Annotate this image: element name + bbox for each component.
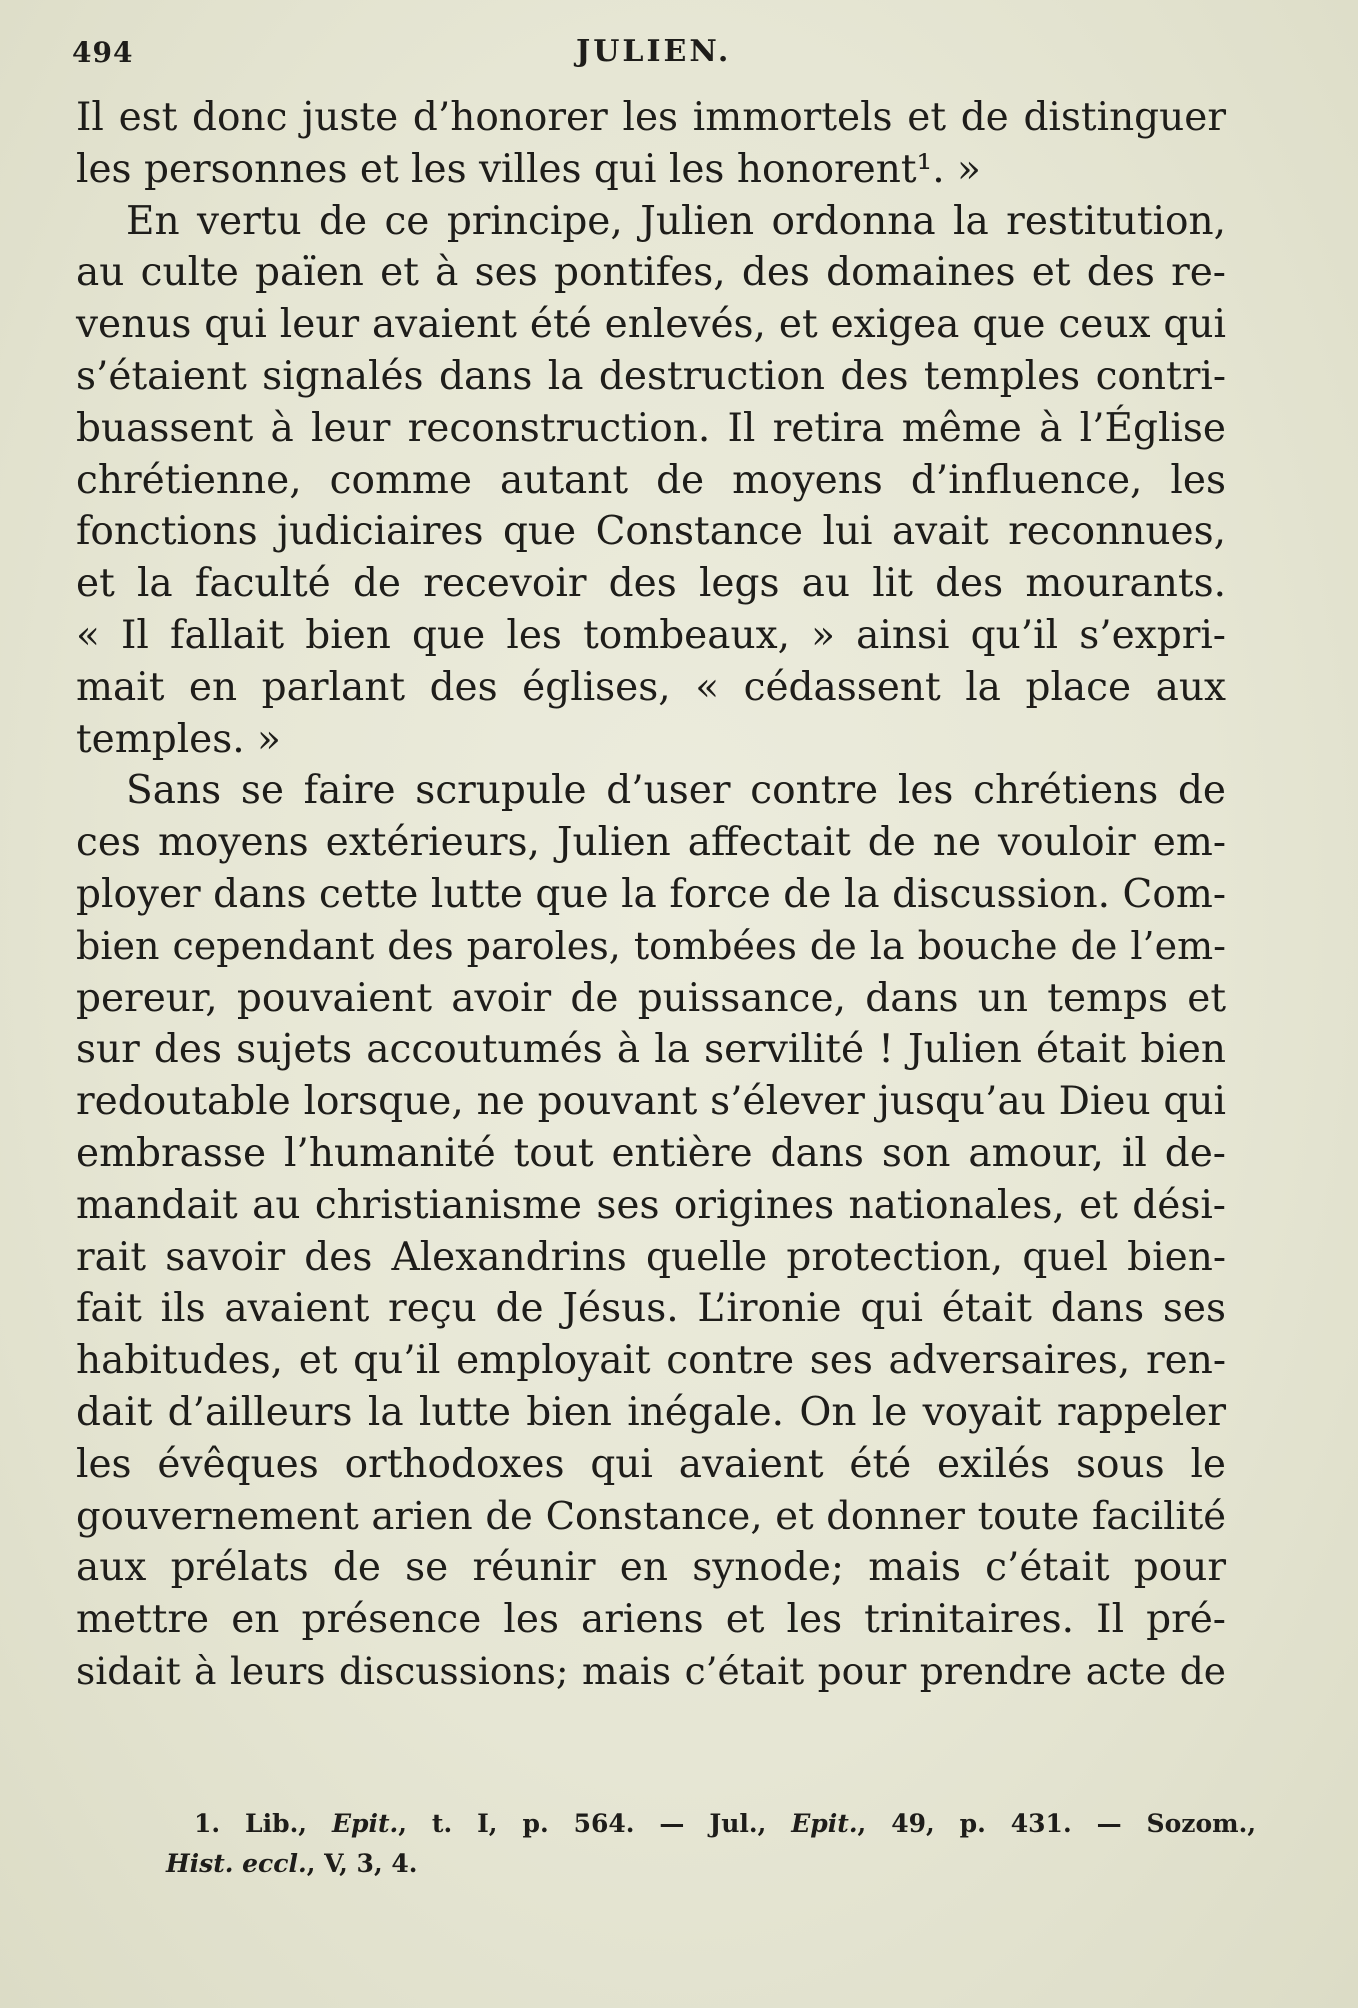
footnote-part: 1. Lib., [194, 1809, 332, 1838]
text-line: En vertu de ce principe, Julien ordonna la restitution, [126, 198, 1226, 244]
text-line: ces moyens extérieurs, Julien affectait de ne vouloir em- [76, 820, 1226, 866]
text-line: sidait à leurs discussions; mais c’était pour prendre acte de [76, 1648, 1226, 1693]
text-line: mait en parlant des églises, « cédassent la place aux [76, 664, 1226, 710]
footnote-part: Epit. [331, 1809, 399, 1838]
text-line: au culte païen et à ses pontifes, des domaines et des re- [76, 250, 1226, 296]
text-line: ployer dans cette lutte que la force de la discussion. Com- [76, 871, 1226, 917]
body-text [76, 92, 1226, 1698]
footnote-line-1 [166, 1804, 1256, 1844]
text-line: Il est donc juste d’honorer les immortels et de distinguer [76, 95, 1226, 140]
text-line: gouvernement arien de Constance, et donner toute facilité [76, 1493, 1226, 1539]
footnote-part: , t. I, p. 564. — Jul., [398, 1809, 792, 1838]
text-line: venus qui leur avaient été enlevés, et exigea que ceux qui [76, 302, 1226, 348]
text-line: pereur, pouvaient avoir de puissance, dans un temps et [76, 975, 1226, 1021]
text-line: mandait au christianisme ses origines nationales, et dési- [76, 1182, 1226, 1228]
text-line: Sans se faire scrupule d’user contre les chrétiens de [126, 768, 1226, 814]
text-line: mettre en présence les ariens et les trinitaires. Il pré- [76, 1597, 1226, 1643]
text-line: fait ils avaient reçu de Jésus. L’ironie qui était dans ses [76, 1286, 1226, 1332]
text-line: rait savoir des Alexandrins quelle protection, quel bien- [76, 1234, 1226, 1280]
footnote-part: Hist. eccl. [166, 1849, 307, 1878]
running-head: JULIEN. [576, 34, 732, 69]
footnote-part: , V, 3, 4. [306, 1849, 418, 1878]
text-line: habitudes, et qu’il employait contre ses adversaires, ren- [76, 1338, 1226, 1384]
text-line: sur des sujets accoutumés à la servilité ! Julien était bien [76, 1027, 1226, 1073]
footnote-part: , 49, p. 431. — Sozom., [857, 1809, 1257, 1838]
footnote-line-2 [166, 1844, 1256, 1884]
page-number: 494 [72, 36, 134, 69]
page-header [72, 28, 1242, 76]
text-line: chrétienne, comme autant de moyens d’influence, les [76, 457, 1226, 503]
text-line: aux prélats de se réunir en synode; mais c’était pour [76, 1545, 1226, 1591]
text-line: et la faculté de recevoir des legs au lit des mourants. [76, 561, 1226, 607]
text-line: temples. » [76, 716, 281, 762]
text-line: les personnes et les villes qui les honorent¹. » [76, 146, 981, 192]
text-line: dait d’ailleurs la lutte bien inégale. On le voyait rappeler [76, 1389, 1226, 1435]
text-line: bien cependant des paroles, tombées de la bouche de l’em- [76, 923, 1226, 968]
text-line: fonctions judiciaires que Constance lui avait reconnues, [76, 509, 1226, 555]
text-line: embrasse l’humanité tout entière dans son amour, il de- [76, 1130, 1226, 1176]
text-line: les évêques orthodoxes qui avaient été exilés sous le [76, 1441, 1226, 1487]
text-line: s’étaient signalés dans la destruction des temples contri- [76, 353, 1226, 399]
text-line: buassent à leur reconstruction. Il retira même à l’Église [76, 405, 1226, 451]
text-line: redoutable lorsque, ne pouvant s’élever jusqu’au Dieu qui [76, 1079, 1226, 1125]
footnotes [166, 1804, 1256, 1884]
text-line: « Il fallait bien que les tombeaux, » ainsi qu’il s’expri- [76, 612, 1226, 658]
footnote-part: Epit. [791, 1809, 858, 1838]
